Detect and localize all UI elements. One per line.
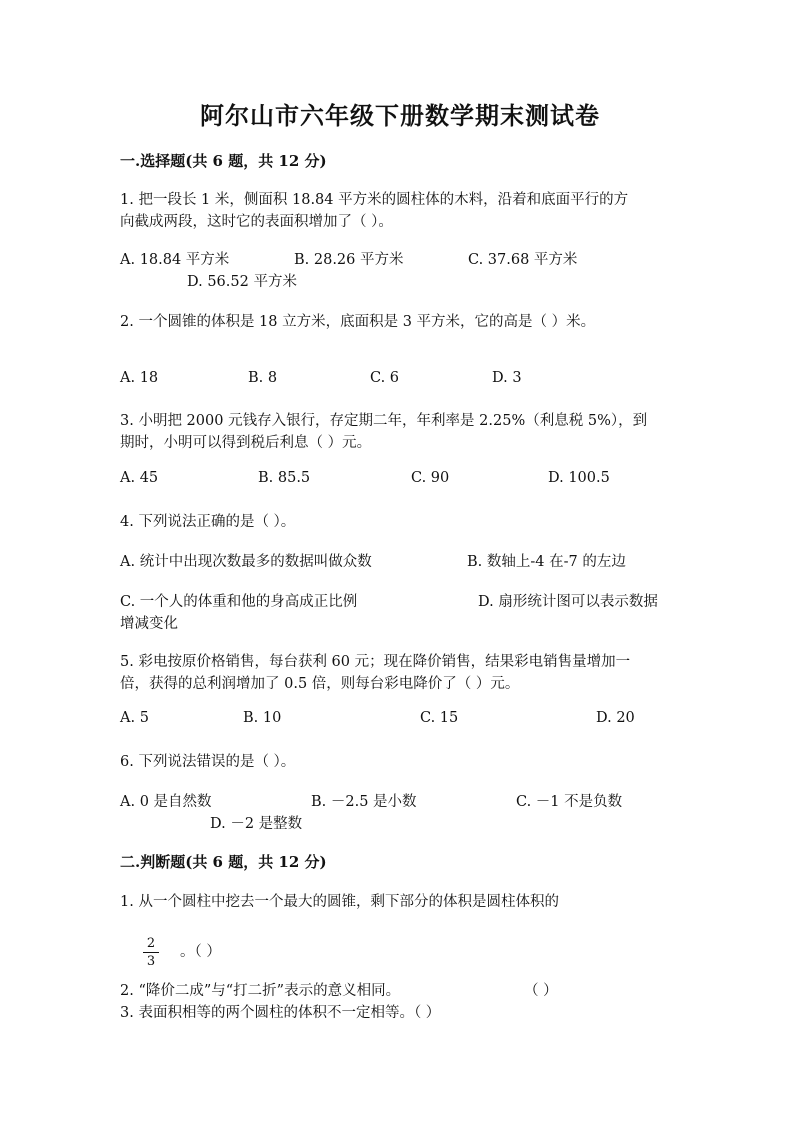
question-5-option-d: D. 20 — [596, 710, 635, 726]
question-2-option-a: A. 18 — [120, 370, 159, 386]
question-5-option-b: B. 10 — [243, 710, 282, 726]
question-5-text-line2: 倍，获得的总利润增加了 0.5 倍，则每台彩电降价了（ ）元。 — [120, 676, 520, 692]
question-1-option-b: B. 28.26 平方米 — [294, 252, 404, 268]
question-1-option-a: A. 18.84 平方米 — [120, 252, 230, 268]
question-3-text-line2: 期时，小明可以得到税后利息（ ）元。 — [120, 435, 372, 451]
question-6-text: 6. 下列说法错误的是（ ）。 — [120, 754, 296, 770]
question-3-option-b: B. 85.5 — [258, 470, 311, 486]
question-3-option-c: C. 90 — [411, 470, 450, 486]
question-5-text-line1: 5. 彩电按原价格销售，每台获利 60 元；现在降价销售，结果彩电销售量增加一 — [120, 654, 631, 670]
question-1-option-d: D. 56.52 平方米 — [187, 274, 297, 290]
question-6-option-c: C. －1 不是负数 — [516, 794, 623, 810]
question-1-text-line1: 1. 把一段长 1 米，侧面积 18.84 平方米的圆柱体的木料，沿着和底面平行的方 — [120, 192, 629, 208]
judgement-1-answer-paren: 。（ ） — [180, 944, 221, 960]
question-1-option-c: C. 37.68 平方米 — [468, 252, 578, 268]
fraction-bar — [143, 952, 159, 953]
question-2-option-c: C. 6 — [370, 370, 400, 386]
question-6-option-a: A. 0 是自然数 — [120, 794, 212, 810]
question-6-option-d: D. －2 是整数 — [210, 816, 303, 832]
question-4-option-c: C. 一个人的体重和他的身高成正比例 — [120, 594, 358, 610]
question-5-option-c: C. 15 — [420, 710, 459, 726]
judgement-3-text: 3. 表面积相等的两个圆柱的体积不一定相等。（ ） — [120, 1005, 441, 1021]
fraction-denominator: 3 — [146, 954, 156, 969]
judgement-2-answer-paren: （ ） — [524, 983, 558, 999]
question-4-option-a: A. 统计中出现次数最多的数据叫做众数 — [120, 554, 372, 570]
question-5-option-a: A. 5 — [120, 710, 149, 726]
question-2-text: 2. 一个圆锥的体积是 18 立方米，底面积是 3 平方米，它的高是（ ）米。 — [120, 314, 596, 330]
section-heading-judgement: 二.判断题(共 6 题，共 12 分) — [120, 853, 327, 871]
question-2-option-d: D. 3 — [492, 370, 522, 386]
question-3-option-a: A. 45 — [120, 470, 159, 486]
fraction-numerator: 2 — [146, 936, 156, 951]
question-3-text-line1: 3. 小明把 2000 元钱存入银行，存定期二年，年利率是 2.25%（利息税 5%），到 — [120, 413, 648, 429]
question-3-option-d: D. 100.5 — [548, 470, 610, 486]
question-2-option-b: B. 8 — [248, 370, 278, 386]
question-4-text: 4. 下列说法正确的是（ ）。 — [120, 514, 296, 530]
fraction-two-thirds — [143, 936, 159, 969]
question-1-text-line2: 向截成两段，这时它的表面积增加了（ ）。 — [120, 214, 393, 230]
question-4-option-d-continued: 增减变化 — [120, 616, 178, 632]
judgement-1-text: 1. 从一个圆柱中挖去一个最大的圆锥，剩下部分的体积是圆柱体积的 — [120, 894, 559, 910]
section-heading-choice: 一.选择题(共 6 题，共 12 分) — [120, 152, 327, 170]
question-4-option-b: B. 数轴上-4 在-7 的左边 — [467, 554, 626, 570]
page-title: 阿尔山市六年级下册数学期末测试卷 — [200, 101, 600, 130]
question-4-option-d: D. 扇形统计图可以表示数据 — [478, 594, 658, 610]
judgement-2-text: 2. “降价二成”与“打二折”表示的意义相同。 — [120, 983, 401, 999]
question-6-option-b: B. －2.5 是小数 — [311, 794, 417, 810]
